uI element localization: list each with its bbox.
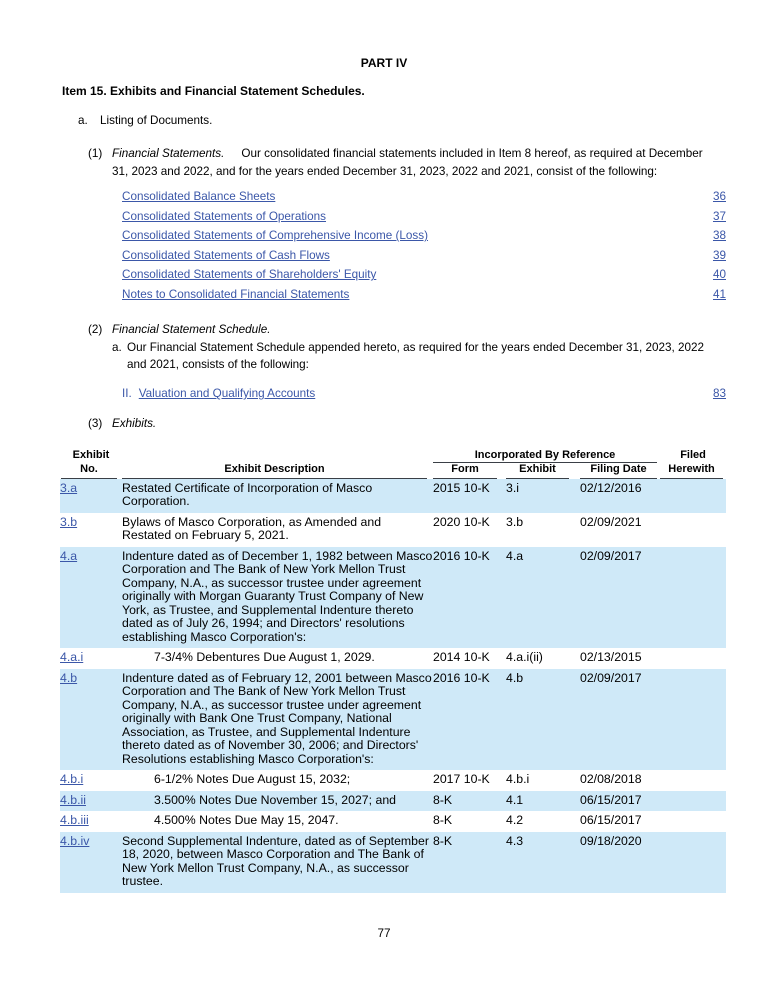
form-cell: 2016 10-K — [433, 670, 490, 685]
toc-link-operations[interactable]: Consolidated Statements of Operations — [122, 209, 327, 223]
exhibit-cell: 4.2 — [506, 813, 524, 828]
exhibit-no-link[interactable]: 4.b.iv — [60, 833, 90, 848]
toc-page-link[interactable]: 40 — [712, 268, 726, 282]
header-description: Exhibit Description — [122, 463, 433, 479]
toc-row — [122, 246, 726, 266]
header-exhibit-no-line1: Exhibit — [72, 448, 110, 461]
exhibit-description-cell: Second Supplemental Indenture, dated as of September 18, 2020, between Masco Corporation and The Bank of New York Mellon Trust Company, N.A., as successor trustee. — [122, 833, 429, 889]
exhibit-no-link[interactable]: 4.a.i — [60, 650, 84, 665]
header-incorporated-by-reference: Incorporated By Reference — [433, 449, 660, 464]
filed-herewith-cell — [660, 513, 726, 547]
financial-statements-heading: Financial Statements. — [112, 147, 225, 160]
table-row — [60, 791, 726, 812]
toc-row — [122, 285, 726, 305]
exhibit-table — [60, 449, 726, 893]
toc-page-link[interactable]: 39 — [712, 248, 726, 262]
exhibit-cell: 3.i — [506, 480, 519, 495]
filed-herewith-cell — [660, 479, 726, 513]
filed-herewith-cell — [660, 770, 726, 791]
schedule-toc — [122, 384, 726, 404]
schedule-link-label: Valuation and Qualifying Accounts — [138, 386, 316, 400]
filing-date-cell: 02/09/2021 — [580, 514, 642, 529]
exhibit-cell: 4.a.i(ii) — [506, 650, 543, 665]
table-row — [60, 479, 726, 513]
exhibit-no-cell — [60, 513, 122, 547]
financial-statements-toc — [122, 187, 726, 305]
financial-statements-marker: (1) — [88, 147, 103, 160]
exhibit-description-cell: 6-1/2% Notes Due August 15, 2032; — [154, 772, 351, 787]
header-filed-line1: Filed — [680, 448, 706, 461]
exhibit-no-link[interactable]: 4.a — [60, 548, 78, 563]
exhibit-cell: 4.b — [506, 670, 524, 685]
toc-row — [122, 384, 726, 404]
filing-date-cell: 02/09/2017 — [580, 670, 642, 685]
form-cell: 2016 10-K — [433, 548, 490, 563]
toc-link-shareholders-equity[interactable]: Consolidated Statements of Shareholders' Equity — [122, 268, 377, 282]
header-spacer — [122, 449, 433, 464]
exhibit-description-cell: 4.500% Notes Due May 15, 2047. — [154, 813, 339, 828]
table-row — [60, 811, 726, 832]
schedule-heading: Financial Statement Schedule. — [112, 322, 271, 336]
exhibit-no-cell — [60, 791, 122, 812]
exhibit-cell: 3.b — [506, 514, 524, 529]
exhibit-no-cell — [60, 547, 122, 649]
toc-page-link[interactable]: 38 — [712, 229, 726, 243]
header-filed-line2: Herewith — [660, 463, 726, 479]
filing-date-cell: 09/18/2020 — [580, 833, 642, 848]
filing-date-cell: 06/15/2017 — [580, 792, 642, 807]
part-title: PART IV — [360, 56, 408, 70]
table-row — [60, 648, 726, 669]
exhibit-description-cell: 3.500% Notes Due November 15, 2027; and — [154, 792, 396, 807]
toc-link-notes[interactable]: Notes to Consolidated Financial Statements — [122, 287, 350, 301]
listing-of-documents-line — [78, 114, 768, 128]
exhibit-no-link[interactable]: 3.b — [60, 514, 78, 529]
footer-page-number: 77 — [377, 926, 391, 940]
header-filing-date: Filing Date — [580, 463, 660, 479]
exhibit-no-cell — [60, 648, 122, 669]
exhibit-no-cell — [60, 770, 122, 791]
exhibit-description-cell: Bylaws of Masco Corporation, as Amended and Restated on February 5, 2021. — [122, 514, 382, 543]
schedule-marker: (2) — [88, 322, 103, 336]
listing-marker: a. — [78, 114, 88, 127]
exhibit-cell: 4.1 — [506, 792, 524, 807]
filed-herewith-cell — [660, 669, 726, 771]
form-cell: 8-K — [433, 792, 453, 807]
toc-row — [122, 187, 726, 207]
filing-date-cell: 02/09/2017 — [580, 548, 642, 563]
exhibit-no-cell — [60, 811, 122, 832]
schedule-sub-paragraph — [112, 339, 712, 373]
filing-date-cell: 02/12/2016 — [580, 480, 642, 495]
exhibit-cell: 4.b.i — [506, 772, 530, 787]
toc-page-link[interactable]: 37 — [712, 209, 726, 223]
filed-herewith-cell — [660, 811, 726, 832]
filing-date-cell: 02/13/2015 — [580, 650, 642, 665]
filed-herewith-cell — [660, 791, 726, 812]
exhibit-no-link[interactable]: 3.a — [60, 480, 78, 495]
exhibit-description-cell: Restated Certificate of Incorporation of Masco Corporation. — [122, 480, 373, 509]
toc-row — [122, 265, 726, 285]
schedule-link-prefix: II. — [122, 386, 132, 400]
exhibits-section-line — [88, 416, 768, 431]
exhibit-no-cell — [60, 479, 122, 513]
financial-statements-paragraph — [88, 145, 708, 180]
toc-page-link[interactable]: 83 — [712, 386, 726, 400]
listing-label: Listing of Documents. — [100, 114, 213, 127]
toc-link-balance-sheets[interactable]: Consolidated Balance Sheets — [122, 190, 276, 203]
financial-statements-body: Our consolidated financial statements included in Item 8 hereof, as required at December 31, 2023 and 2022, and for the years ended December 31, 2023, 2022 and 2021, consist of the following: — [112, 147, 703, 178]
exhibit-table-header — [60, 449, 726, 479]
table-row — [60, 770, 726, 791]
header-form: Form — [433, 463, 506, 479]
table-row — [60, 832, 726, 893]
exhibit-no-link[interactable]: 4.b.i — [60, 772, 84, 787]
header-row-1 — [60, 449, 726, 464]
filed-herewith-cell — [660, 648, 726, 669]
exhibit-description-cell: Indenture dated as of February 12, 2001 between Masco Corporation and The Bank of New York Mellon Trust Company, N.A., as successor trustee under agreement originally with Bank One Trust Company, National Association, as Trustee, and Supplemental Indenture thereto dated as of November 30, 2006; and Directors' Resolutions establishing Masco Corporation's: — [122, 670, 432, 766]
table-row — [60, 547, 726, 649]
toc-link-valuation-accounts[interactable] — [122, 384, 315, 404]
form-cell: 2020 10-K — [433, 514, 490, 529]
item-title: Item 15. Exhibits and Financial Statement Schedules. — [62, 84, 365, 98]
header-exhibit: Exhibit — [506, 463, 580, 479]
form-cell: 2014 10-K — [433, 650, 490, 665]
exhibit-no-link[interactable]: 4.b.ii — [60, 792, 86, 807]
exhibit-cell: 4.a — [506, 548, 524, 563]
filing-date-cell: 06/15/2017 — [580, 813, 642, 828]
exhibit-no-link[interactable]: 4.b.iii — [60, 813, 89, 828]
toc-link-comprehensive-income[interactable]: Consolidated Statements of Comprehensive Income (Loss) — [122, 229, 428, 243]
schedule-body: Our Financial Statement Schedule appended hereto, as required for the years ended December 31, 2023, 2022 and 2021, consists of the following: — [127, 340, 704, 371]
header-exhibit-no-line2: No. — [60, 463, 122, 479]
exhibits-heading: Exhibits. — [112, 416, 157, 430]
table-row — [60, 513, 726, 547]
exhibit-no-cell — [60, 669, 122, 771]
form-cell: 8-K — [433, 813, 453, 828]
header-row-2 — [60, 463, 726, 479]
exhibit-no-cell — [60, 832, 122, 893]
form-cell: 2015 10-K — [433, 480, 490, 495]
table-row — [60, 669, 726, 771]
schedule-sub-marker: a. — [112, 340, 122, 354]
exhibit-description-cell: Indenture dated as of December 1, 1982 between Masco Corporation and The Bank of New York Mellon Trust Company, N.A., as successor trustee under agreement originally with Morgan Guaranty Trust Company of New York, as Trustee, and Supplemental Indenture thereto dated as of July 26, 1994; and Directors' resolutions establishing Masco Corporation's: — [122, 548, 433, 644]
toc-row — [122, 207, 726, 227]
toc-link-cash-flows[interactable]: Consolidated Statements of Cash Flows — [122, 248, 330, 262]
schedule-section — [88, 322, 768, 373]
toc-page-link[interactable]: 41 — [712, 287, 726, 301]
form-cell: 8-K — [433, 833, 453, 848]
exhibit-cell: 4.3 — [506, 833, 524, 848]
exhibits-marker: (3) — [88, 416, 103, 430]
toc-row — [122, 226, 726, 246]
exhibit-no-link[interactable]: 4.b — [60, 670, 78, 685]
form-cell: 2017 10-K — [433, 772, 490, 787]
filing-date-cell: 02/08/2018 — [580, 772, 642, 787]
toc-page-link[interactable]: 36 — [712, 190, 726, 203]
filed-herewith-cell — [660, 547, 726, 649]
exhibit-description-cell: 7-3/4% Debentures Due August 1, 2029. — [154, 650, 375, 665]
filed-herewith-cell — [660, 832, 726, 893]
